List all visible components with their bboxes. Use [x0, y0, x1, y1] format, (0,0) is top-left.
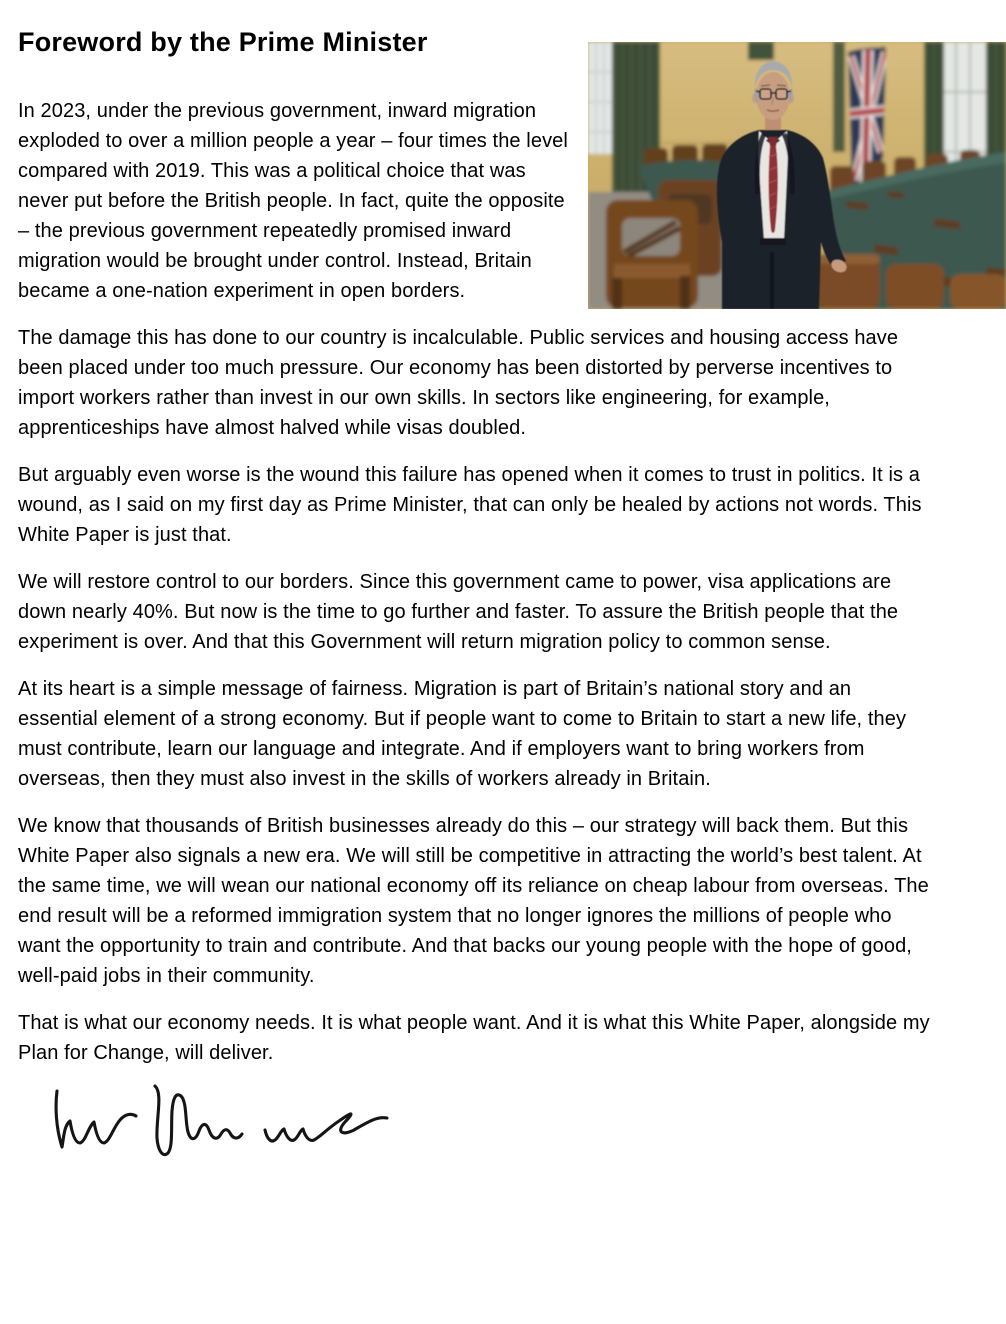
foreword-paragraph-6: We know that thousands of British businesses already do this – our strategy will back them. But this White Paper also signals a new era. We will still be competitive in attracting the world’s best talent. At the same time, we will wean our national economy off its reliance on cheap labour from overseas. The end result will be a reformed immigration system that no longer ignores the millions of people who want the opportunity to train and contribute. And that backs our young people with the hope of good, well-paid jobs in their community. [18, 815, 929, 987]
center-curtain-sliver [748, 42, 774, 60]
foreword-paragraph-1: In 2023, under the previous government, inward migration exploded to over a million people a year – four times the level compared with 2019. This was a political choice that was never put before the British people. In fact, quite the opposite – the previous government repeatedly promised inward migration would be brought under control. Instead, Britain became a one-nation experiment in open borders. [18, 100, 568, 302]
foreword-paragraph-2: The damage this has done to our country is incalculable. Public services and housing access have been placed under too much pressure. Our economy has been distorted by perverse incentives to import workers rather than invest in our own skills. In sectors like engineering, for example, apprenticeships have almost halved while visas doubled. [18, 327, 899, 439]
foreword-paragraph-4: We will restore control to our borders. Since this government came to power, visa applications are down nearly 40%. But now is the time to go further and faster. To assure the British people that the experiment is over. And that this Government will return migration policy to common sense. [18, 571, 899, 653]
pm-signature [43, 1082, 423, 1164]
foreword-paragraph-3: But arguably even worse is the wound this failure has opened when it comes to trust in politics. It is a wound, as I said on my first day as Prime Minister, that can only be healed by actions not words. This White Paper is just that. [18, 464, 922, 546]
left-window [588, 42, 612, 154]
pm-photo [588, 42, 1006, 309]
mid-curtain [833, 42, 845, 152]
pm-photo-illustration [588, 42, 1006, 309]
foreword-paragraph-5: At its heart is a simple message of fairness. Migration is part of Britain’s national story and an essential element of a strong economy. But if people want to come to Britain to start a new life, they must contribute, learn our language and integrate. And if employers want to bring workers from overseas, then they must also invest in the skills of workers already in Britain. [18, 678, 907, 790]
pm-signature-strokes [43, 1082, 423, 1164]
page-title: Foreword by the Prime Minister [18, 27, 428, 57]
foreword-paragraph-7: That is what our economy needs. It is what people want. And it is what this White Paper, alongside my Plan for Change, will deliver. [18, 1012, 930, 1064]
